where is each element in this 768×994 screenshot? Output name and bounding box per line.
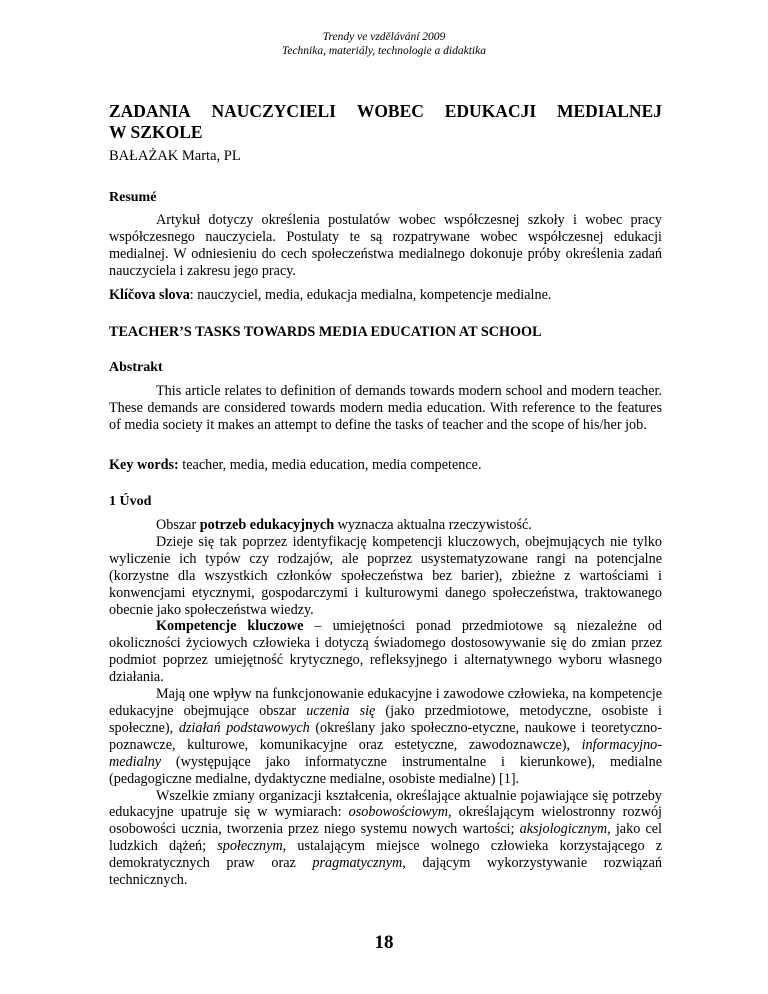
text-run-italic: informacyjno-medialny — [109, 736, 662, 770]
title-line-2: W SZKOLE — [109, 122, 203, 142]
intro-paragraph-1 — [109, 517, 662, 534]
title-word: NAUCZYCIELI — [211, 101, 336, 121]
text-run: , jako cel ludzkich dążeń; — [109, 821, 663, 855]
title-word: WOBEC — [356, 101, 424, 121]
text-run-italic: osobowościowym — [348, 804, 448, 821]
keywords-en — [109, 457, 662, 474]
resume-paragraph: Artykuł dotyczy określenia postulatów wobec współczesnej szkoły i wobec pracy współczesnego nauczyciela. Postulaty te są rozpatrywane wobec współczesnej edukacji medialnej. W odniesieniu do cech społeczeństwa medialnego dokonuje próby określenia zadań nauczyciela i zakresu jego pracy. — [109, 212, 662, 279]
intro-paragraph-4 — [109, 686, 662, 787]
text-run: Mają one wpływ na funkcjonowanie edukacyjne i zawodowe człowieka, na kompetencje edukacyjne obejmujące obszar — [109, 686, 662, 719]
english-title: TEACHER’S TASKS TOWARDS MEDIA EDUCATION AT SCHOOL — [109, 324, 542, 340]
text-run: Obszar — [156, 517, 200, 533]
abstract-text — [109, 383, 662, 434]
keywords-en-label: Key words: — [109, 457, 179, 473]
keywords-en-text: teacher, media, media education, media competence. — [178, 457, 482, 473]
intro-paragraph-2: Dzieje się tak poprzez identyfikację kompetencji kluczowych, obejmujących nie tylko wyliczenie ich typów czy rodzajów, ale poprzez usystematyzowane rangi na potencjalne (korzystne dla wszystkich członków społeczeństwa bez barier), zbieżne z wartościami i konwencjami etycznymi, gospodarczymi i kulturowymi danego społeczeństwa, traktowanego obecnie jako społeczeństwa wiedzy. — [109, 533, 662, 618]
page-number: 18 — [374, 932, 394, 953]
intro-paragraph-3 — [109, 618, 662, 686]
intro-body — [109, 517, 662, 889]
text-run-italic: pragmatycznym — [312, 855, 403, 872]
resume-heading: Resumé — [109, 190, 157, 205]
header-subtitle: Technika, materiály, technologie a didaktika — [282, 45, 486, 57]
keywords-pl-text: : nauczyciel, media, edukacja medialna, kompetencje medialne. — [189, 287, 552, 303]
text-run: , ustalającym miejsce wolnego człowieka korzystającego z demokratycznych praw oraz — [109, 838, 663, 872]
text-run-italic: działań podstawowych — [178, 719, 310, 736]
article-title — [109, 101, 662, 143]
text-run: (jako przedmiotowe, metodyczne, osobiste i społeczne), — [109, 702, 662, 736]
title-word: MEDIALNEJ — [556, 101, 662, 121]
text-run: wyznacza aktualna rzeczywistość. — [334, 517, 532, 533]
header-conference: Trendy ve vzdělávání 2009 — [322, 31, 446, 43]
title-line-1 — [109, 101, 662, 122]
text-run: , dającym wykorzystywanie rozwiązań technicznych. — [109, 855, 662, 889]
keywords-pl — [109, 287, 662, 304]
title-word: EDUKACJI — [444, 101, 537, 121]
text-run-italic: aksjologicznym — [519, 821, 608, 838]
abstract-heading: Abstrakt — [109, 360, 163, 375]
text-run-italic: uczenia się — [306, 702, 376, 719]
text-run-bold: Kompetencje kluczowe — [156, 618, 304, 635]
keywords-pl-label: Klíčova slova — [109, 287, 190, 303]
text-run-bold: potrzeb edukacyjnych — [199, 517, 335, 533]
text-run: (występujące jako informatyczne instrumentalne i kierunkowe), medialne (pedagogiczne medialne, dydaktyczne medialne, osobiste medialne) [1]. — [109, 753, 662, 787]
intro-heading: 1 Úvod — [109, 494, 152, 509]
text-run: , określającym wielostronny rozwój osobowości ucznia, tworzenia przez niego systemu nowych wartości; — [109, 804, 662, 838]
author-line: BAŁAŻAK Marta, PL — [109, 148, 241, 164]
title-word: ZADANIA — [109, 101, 191, 121]
text-run: Wszelkie zmiany organizacji kształcenia, określające aktualnie pojawiające się potrzeby edukacyjne upatruje się w wymiarach: — [109, 787, 662, 821]
text-run: (określany jako społeczno-etyczne, naukowe i teoretyczno-poznawcze, kulturowe, komunikacyjne oraz estetyczne, zawodoznawcze), — [109, 719, 662, 753]
intro-paragraph-5 — [109, 788, 662, 889]
running-header — [0, 30, 768, 58]
abstract-paragraph: This article relates to definition of demands towards modern school and modern teacher. These demands are considered towards modern media education. With reference to the features of media society it makes an attempt to define the tasks of teacher and the scope of his/her job. — [109, 383, 662, 433]
text-run: – umiejętności ponad przedmiotowe są niezależne od okoliczności życiowych człowieka i dotyczą świadomego dostosowywanie się do zmian przez podmiot poprzez umiejętność krytycznego, refleksyjnego i alternatywnego wyboru własnego działania. — [109, 618, 662, 686]
resume-text — [109, 212, 662, 280]
text-run-italic: społecznym — [217, 838, 283, 855]
